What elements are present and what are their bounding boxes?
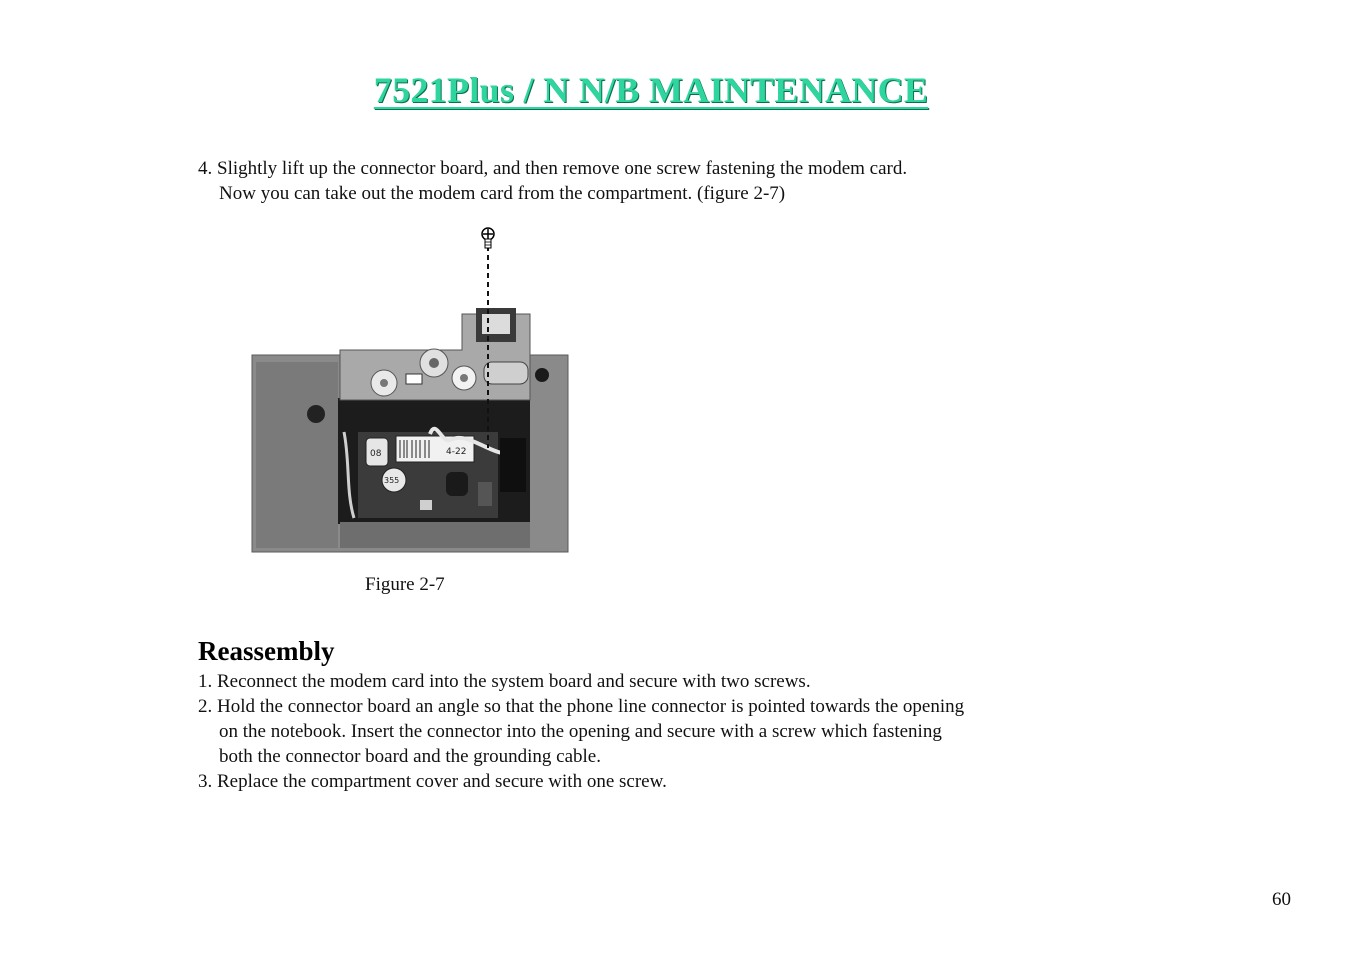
cover-recess (256, 362, 338, 548)
screw-hole-left (307, 405, 325, 423)
reassembly-item-2-line-2: on the notebook. Insert the connector into the opening and secure with a screw which fastening (219, 721, 942, 742)
page-number: 60 (1272, 889, 1291, 910)
screw-hole-right (535, 368, 549, 382)
step-4-line-2: Now you can take out the modem card from the compartment. (figure 2-7) (219, 183, 786, 204)
reassembly-item-2-line-3: both the connector board and the grounding cable. (219, 746, 601, 767)
reassembly-steps (198, 669, 1098, 794)
card-label-2: 4-22 (446, 447, 467, 457)
reassembly-item-3: 3. Replace the compartment cover and secure with one screw. (198, 771, 667, 792)
card-label-1: 08 (370, 449, 382, 459)
figure-2-7-photo (250, 222, 570, 554)
page-title: 7521Plus / N N/B MAINTENANCE (373, 70, 929, 110)
step-4-line-1: 4. Slightly lift up the connector board, and then remove one screw fastening the modem card. (198, 158, 908, 179)
modem-card-photo (250, 222, 570, 554)
reassembly-item-2-line-1: 2. Hold the connector board an angle so that the phone line connector is pointed towards the opening (198, 696, 965, 717)
card-label-3: 355 (384, 476, 400, 485)
step-4-instruction (198, 156, 1098, 206)
section-heading-reassembly: Reassembly (198, 636, 335, 666)
transformer (446, 472, 468, 496)
reassembly-item-1: 1. Reconnect the modem card into the system board and secure with two screws. (198, 671, 811, 692)
screw-icon (482, 228, 494, 248)
figure-caption: Figure 2-7 (365, 574, 445, 595)
